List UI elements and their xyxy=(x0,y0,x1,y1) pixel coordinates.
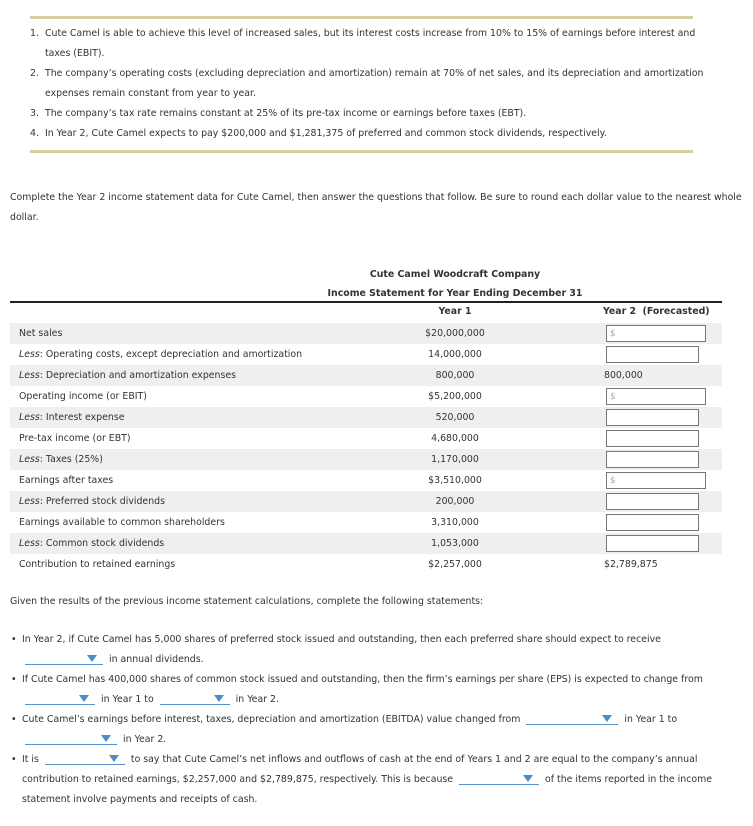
year2-value: 800,000 xyxy=(604,370,643,381)
questions-heading: Given the results of the previous income statement calculations, complete the following statements: xyxy=(10,596,484,607)
year2-interest-expense-input[interactable] xyxy=(606,409,699,426)
year2-ebt-input[interactable] xyxy=(606,430,699,447)
chevron-down-icon xyxy=(109,755,119,762)
row-common-dividends: Less: Common stock dividends 1,053,000 xyxy=(10,533,722,554)
header-rule xyxy=(10,301,722,303)
assumption-item: 4. In Year 2, Cute Camel expects to pay $200,000 and $1,281,375 of preferred and common stock dividends, respectively. xyxy=(30,128,607,139)
row-earnings-available-common: Earnings available to common shareholders 3,310,000 xyxy=(10,512,722,533)
row-ebit: Operating income (or EBIT) $5,200,000 $ xyxy=(10,386,722,407)
chevron-down-icon xyxy=(602,715,612,722)
year2-taxes-input[interactable] xyxy=(606,451,699,468)
row-interest-expense: Less: Interest expense 520,000 xyxy=(10,407,722,428)
year2-ebit-input[interactable] xyxy=(606,388,706,405)
year2-value: $2,789,875 xyxy=(604,559,658,570)
row-net-sales: Net sales $20,000,000 $ xyxy=(10,323,722,344)
chevron-down-icon xyxy=(101,735,111,742)
chevron-down-icon xyxy=(87,655,97,662)
year1-value: $5,200,000 xyxy=(428,391,482,402)
question-preferred-dividend: • In Year 2, if Cute Camel has 5,000 shares of preferred stock issued and outstanding, then each preferred share should expect to receive in annual dividends. xyxy=(11,634,661,665)
year1-value: 1,053,000 xyxy=(431,538,479,549)
year2-net-sales-input[interactable] xyxy=(606,325,706,342)
instructions: Complete the Year 2 income statement data for Cute Camel, then answer the questions that follow. Be sure to round each dollar value to the nearest whole dollar. xyxy=(10,192,742,223)
questions-list xyxy=(10,630,745,810)
year2-earnings-available-input[interactable] xyxy=(606,514,699,531)
question-ebitda: • Cute Camel’s earnings before interest, taxes, depreciation and amortization (EBITDA) value changed from in Year 1 to in Year 2. xyxy=(10,710,745,750)
year1-value: 800,000 xyxy=(435,370,475,381)
reason-dropdown[interactable] xyxy=(459,771,539,785)
eps-year2-dropdown[interactable] xyxy=(160,691,230,705)
assumption-item: 1. Cute Camel is able to achieve this level of increased sales, but its interest costs increase from 10% to 15% of earnings before interest and taxes (EBIT). xyxy=(30,28,696,59)
preferred-dividend-dropdown[interactable] xyxy=(25,651,103,665)
assumption-item: 2. The company’s operating costs (excluding depreciation and amortization) remain at 70% of net sales, and its depreciation and amortization expenses remain constant from year to year. xyxy=(30,68,704,99)
year1-value: $20,000,000 xyxy=(425,328,485,339)
row-operating-costs: Less: Operating costs, except depreciation and amortization 14,000,000 xyxy=(10,344,722,365)
row-preferred-dividends: Less: Preferred stock dividends 200,000 xyxy=(10,491,722,512)
ebitda-year2-dropdown[interactable] xyxy=(25,731,117,745)
year2-operating-costs-input[interactable] xyxy=(606,346,699,363)
ebitda-year1-dropdown[interactable] xyxy=(526,711,618,725)
year1-value: 200,000 xyxy=(435,496,475,507)
year2-preferred-dividends-input[interactable] xyxy=(606,493,699,510)
col-year1-header: Year 1 xyxy=(438,306,472,317)
question-cash-flow: • It is to say that Cute Camel’s net inflows and outflows of cash at the end of Years 1 and 2 are equal to the company’s annual contribution to retained earnings, $2,257,000 and $2,789,875, respectively. This is because of the items reported in the income statement involve payments and receipts of cash. xyxy=(10,750,745,810)
assumption-item: 3. The company’s tax rate remains constant at 25% of its pre-tax income or earnings before taxes (EBT). xyxy=(30,108,527,119)
year1-value: 14,000,000 xyxy=(428,349,482,360)
col-year2-header: Year 2 (Forecasted) xyxy=(603,306,710,317)
year1-value: $3,510,000 xyxy=(428,475,482,486)
statement-title: Income Statement for Year Ending December 31 xyxy=(327,288,583,299)
accuracy-dropdown[interactable] xyxy=(45,751,125,765)
assumptions-list xyxy=(30,24,710,144)
row-depreciation: Less: Depreciation and amortization expenses 800,000 800,000 xyxy=(10,365,722,386)
year1-value: 520,000 xyxy=(435,412,475,423)
year1-value: $2,257,000 xyxy=(428,559,482,570)
top-divider xyxy=(30,16,693,19)
bottom-divider xyxy=(30,150,693,153)
chevron-down-icon xyxy=(214,695,224,702)
question-eps: • If Cute Camel has 400,000 shares of common stock issued and outstanding, then the firm’s earnings per share (EPS) is expected to change from in Year 1 to in Year 2. xyxy=(11,674,703,705)
eps-year1-dropdown[interactable] xyxy=(25,691,95,705)
row-earnings-after-taxes: Earnings after taxes $3,510,000 $ xyxy=(10,470,722,491)
year1-value: 1,170,000 xyxy=(431,454,479,465)
year1-value: 3,310,000 xyxy=(431,517,479,528)
year2-common-dividends-input[interactable] xyxy=(606,535,699,552)
company-name: Cute Camel Woodcraft Company xyxy=(369,269,541,280)
row-retained-earnings: Contribution to retained earnings $2,257,000 $2,789,875 xyxy=(19,559,658,570)
year2-earnings-after-taxes-input[interactable] xyxy=(606,472,706,489)
year1-value: 4,680,000 xyxy=(431,433,479,444)
chevron-down-icon xyxy=(523,775,533,782)
row-taxes: Less: Taxes (25%) 1,170,000 xyxy=(10,449,722,470)
chevron-down-icon xyxy=(79,695,89,702)
row-ebt: Pre-tax income (or EBT) 4,680,000 xyxy=(10,428,722,449)
